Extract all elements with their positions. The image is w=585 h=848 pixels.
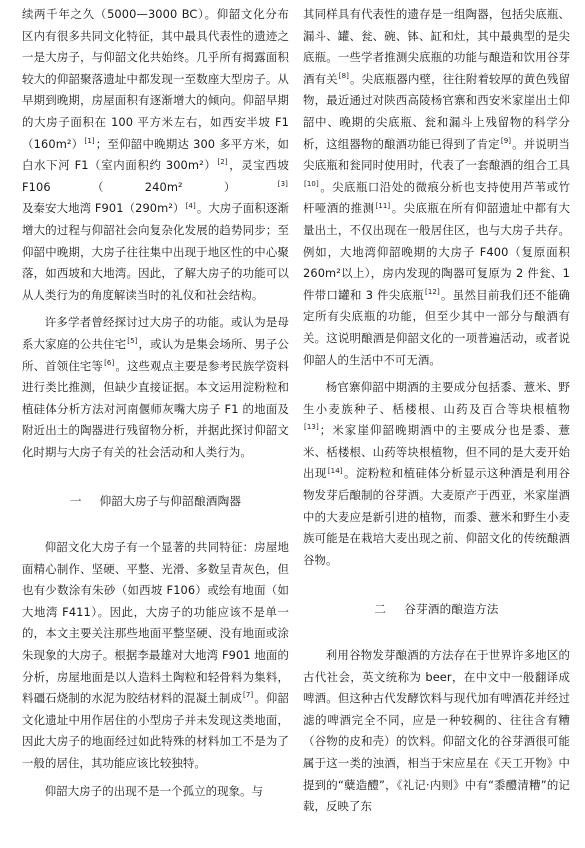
text-run: ；米家崖仰韶晚期酒中的主要成分也是黍、薏米、栝楼根、山药等块根植物，但不同的是大麦开始出现 (303, 423, 570, 481)
text-run: ，或认为是集会场所、男子公所、首领住宅等 (22, 336, 289, 373)
text-run: 及秦安大地湾 F901（290m²） (22, 201, 185, 216)
paragraph (303, 4, 570, 371)
text-run: 杨官寨仰韶中期酒的主要成分包括黍、薏米、野生小麦族种子、栝楼根、山药及百合等块根植物 (303, 380, 570, 416)
text-run: 其同样具有代表性的遗存是一组陶器，包括尖底瓶、漏斗、罐、瓮、碗、钵、缸和灶，其中最典型的是尖底瓶。一些学者推测尖底瓶的功能与酿造和饮用谷芽酒有关 (303, 7, 570, 86)
text-run: 。大房子面积逐渐增大的过程与仰韶社会向复杂化发展的趋势同步；至仰韶中晚期，大房子往往集中出现于地区性的中心聚落，如西坡和大地湾。因此，了解大房子的功能可以从人类行为的角度解读当时的礼仪和社会结构。 (22, 201, 289, 302)
section-heading (303, 599, 570, 621)
citation-ref: [12] (425, 287, 440, 296)
citation-ref: [9] (500, 136, 512, 145)
citation-ref: [11] (375, 201, 391, 210)
paragraph (22, 4, 289, 306)
section-title: 仰韶大房子与仰韶酿酒陶器 (99, 494, 242, 509)
section-number: 一 (69, 494, 82, 509)
citation-ref: [2] (217, 158, 228, 167)
section-heading (22, 491, 289, 513)
citation-ref: [14] (327, 466, 343, 475)
text-run: 。并说明当尖底瓶和瓮同时使用时，代表了一套酿酒的组合工具 (303, 136, 570, 173)
text-run: 。虽然目前我们还不能确定所有尖底瓶的功能，但至少其中一部分与酿酒有关。这说明酿酒是仰韶文化的一项普遍活动，或者说仰韶人的生活中不可无酒。 (303, 287, 570, 367)
paragraph: 仰韶大房子的出现不是一个孤立的现象。与 (44, 783, 264, 798)
paragraph: 利用谷物发芽酿酒的方法存在于世界许多地区的古代社会，英文统称为 beer，在中文中一般翻译成啤酒。但这种古代发酵饮料与现代加有啤酒花并经过滤的啤酒完全不同，应是一种较稠的、往往含有糟（谷物的皮和壳）的饮料。仰韶文化的谷芽酒很可能属于这一类的浊酒，相当于宋应星在《天工开物》中提到的“糵造醴”，《礼记·内则》中有“黍醴清糟”的记载，反映了东 (303, 648, 570, 814)
section-title: 谷芽酒的酿造方法 (404, 602, 499, 617)
citation-ref: [13] (304, 423, 319, 432)
text-run: 。尖底瓶在所有仰韶遗址中都有大量出土，不仅出现在一般居住区，也与大房子共存。例如，大地湾仰韶晚期的大房子 F400（复原面积 260m²以上），房内发现的陶器可复原为 2 件瓮、1 件带口罐和 3 件尖底瓶 (303, 201, 570, 302)
text-run: 许多学者曾经探讨过大房子的功能。或认为是母系大家庭的公共住宅 (22, 315, 289, 351)
right-column (303, 4, 570, 818)
citation-ref: [5] (127, 337, 138, 346)
citation-ref: [8] (338, 71, 349, 80)
citation-ref: [6] (104, 358, 115, 367)
paragraph (22, 537, 289, 775)
left-column (22, 4, 289, 802)
text-run: ，灵宝西坡 F106（240m²） (22, 158, 289, 194)
text-run: 。尖底瓶口沿处的微痕分析也支持使用芦苇或竹杆哑酒的推测 (303, 179, 570, 216)
citation-ref: [4] (185, 201, 196, 210)
citation-ref: [1] (84, 136, 95, 145)
section-number: 二 (374, 602, 387, 617)
text-run: 。仰韶文化遗址中用作居住的小型房子并未发现这类地面，因此大房子的地面经过如此特殊的材料加工不是为了一般的居住，其功能应该比较独特。 (22, 691, 289, 770)
text-run: 。淀粉粒和植硅体分析显示这种酒是利用谷物发芽后酿制的谷芽酒。大麦原产于西亚，米家崖酒中的大麦应是新引进的植物，而黍、薏米和野生小麦族可能是在栽培大麦出现之前、仰韶文化的传统酿酒谷物。 (303, 466, 571, 567)
paragraph (303, 377, 570, 571)
text-run: 续两千年之久（5000—3000 BC）。仰韶文化分布区内有很多共同文化特征，其中最具代表性的遗迹之一是大房子，与仰韶文化共始终。几乎所有揭露面积较大的仰韶聚落遗址中都发现一至数座大型房子。从早期到晚期，房屋面积有逐渐增大的倾向。仰韶早期的大房子面积在 100 平方米左右，如西安半坡 F1（160m²） (22, 7, 289, 151)
citation-ref: [3] (277, 179, 288, 188)
paragraph (22, 312, 289, 463)
text-run: 仰韶文化大房子有一个显著的共同特征：房屋地面精心制作、坚硬、平整、光滑、多数呈青灰色，但也有少数涂有朱砂（如西坡 F106）或绘有地面（如大地湾 F411）。因此，大房子的功能应该不是单一的，本文主要关注那些地面平整坚硬、没有地面或涂朱现象的大房子。根据李最雄对大地湾 F901 地面的分析，房屋地面是以人造料土陶粒和轻骨料为集料，料礓石烧制的水泥为胶结材料的混凝土制成 (22, 540, 289, 706)
citation-ref: [7] (243, 691, 254, 700)
text-run: 。这些观点主要是参考民族学资料进行类比推测，但缺少直接证据。本文运用淀粉粒和植硅体分析方法对河南偃师灰嘴大房子 F1 的地面及附近出土的陶器进行残留物分析，并据此探讨仰韶文化时期与大房子有关的社会活动和人类行为。 (22, 358, 289, 459)
text-run: 。尖底瓶器内壁，往往附着较厚的黄色残留物，最近通过对陕西高陵杨官寨和西安米家崖出土仰韶中、晚期的尖底瓶、瓮和漏斗上残留物的科学分析，这组器物的酿酒功能已得到了肯定 (303, 71, 570, 151)
citation-ref: [10] (304, 179, 319, 188)
text-run: ；至仰韶中晚期达 300 多平方米，如白水下河 F1（室内面积约 300m²） (22, 136, 289, 173)
